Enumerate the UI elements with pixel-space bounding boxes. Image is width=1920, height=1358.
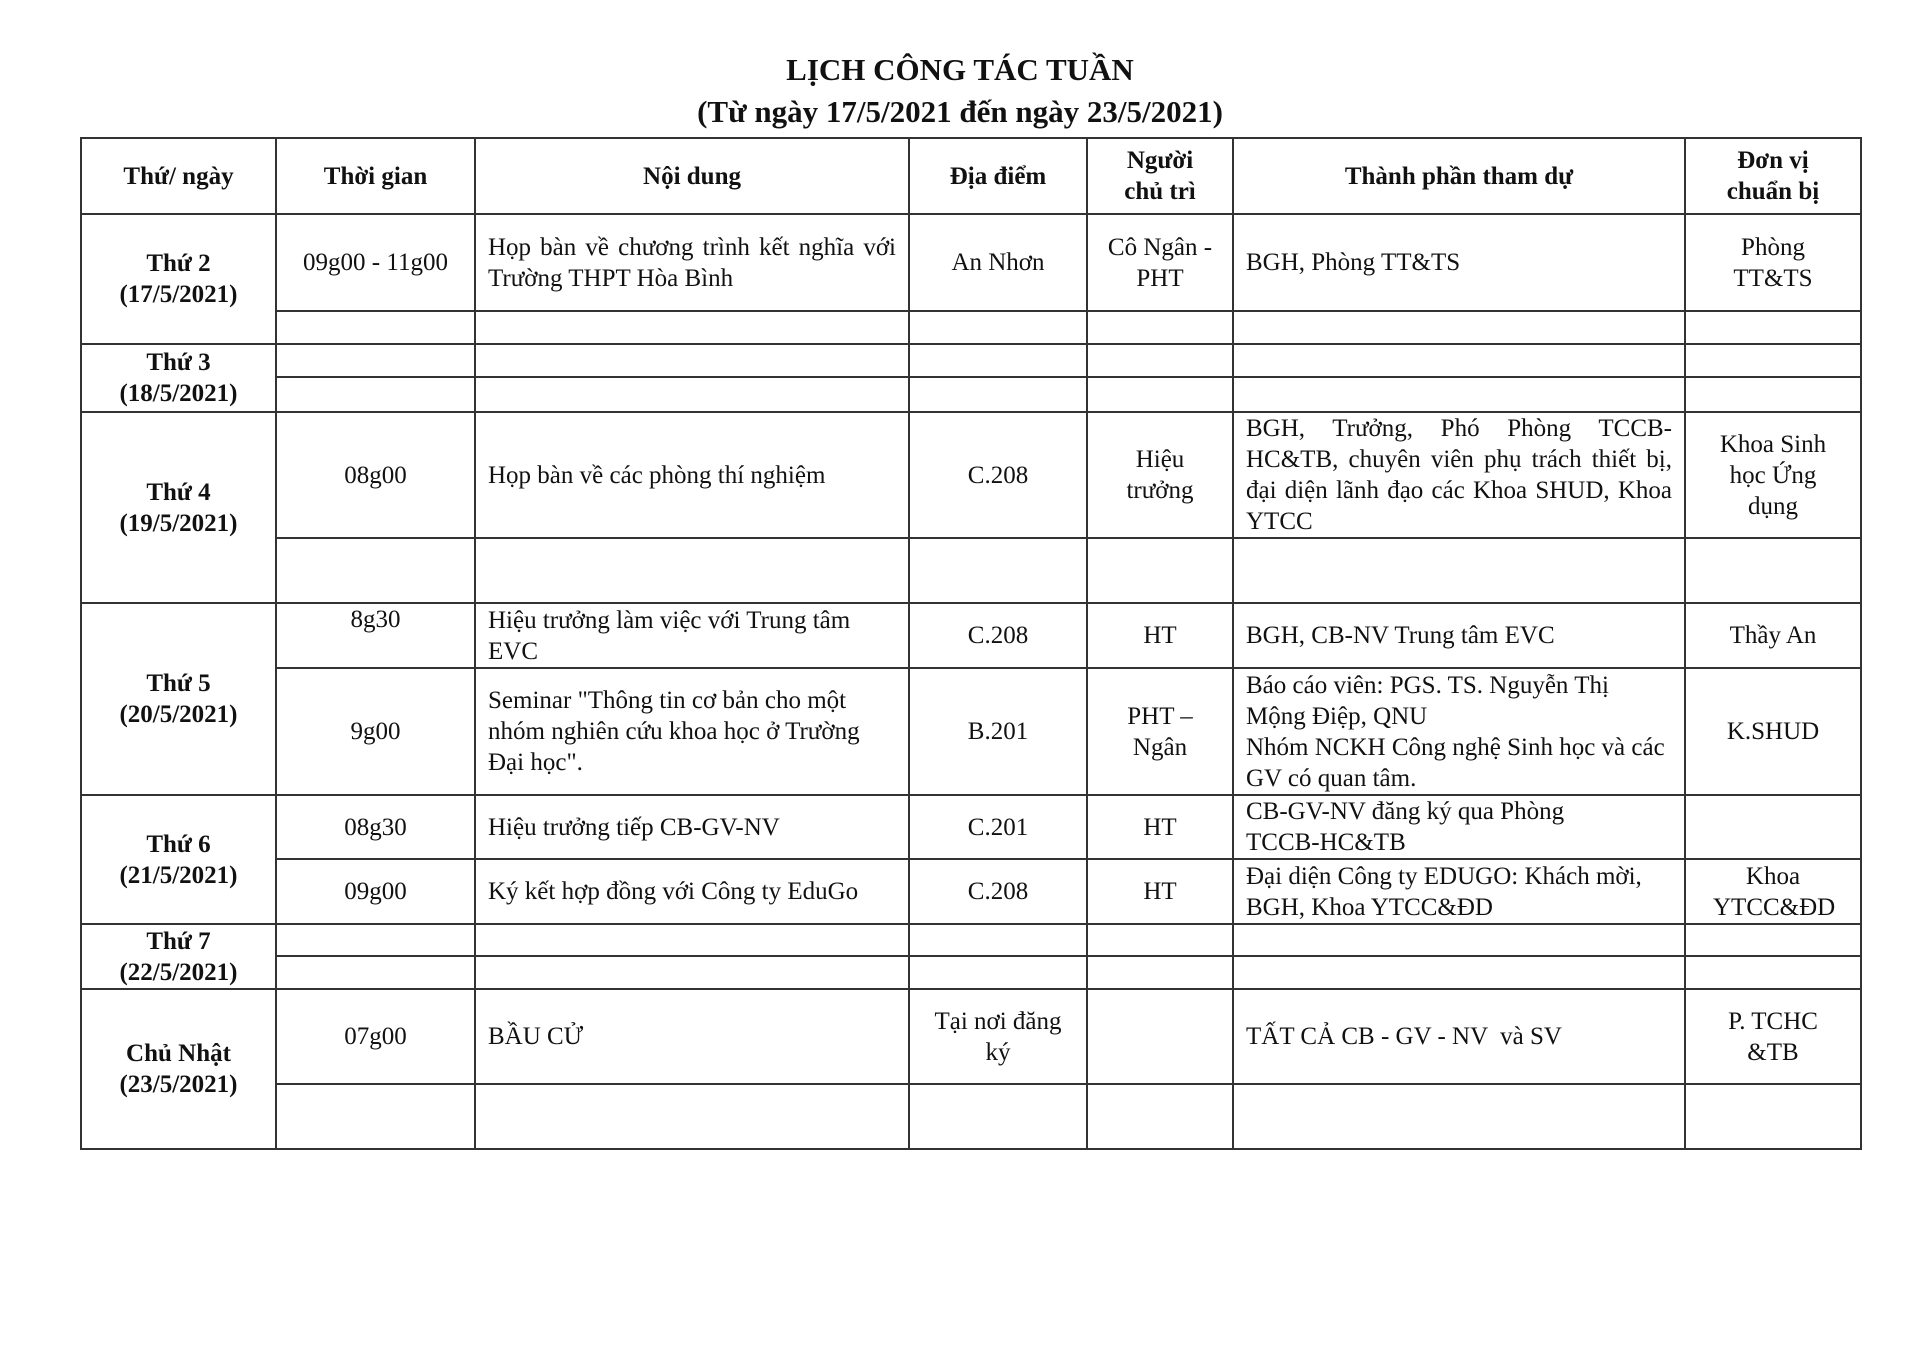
- prep-unit-cell: [1685, 924, 1861, 956]
- location-cell: [909, 344, 1087, 377]
- table-row: [81, 538, 1861, 603]
- chair-cell: [1087, 311, 1233, 344]
- location-cell: An Nhơn: [909, 214, 1087, 311]
- content-cell: [475, 344, 909, 377]
- prep-unit-cell: Khoa YTCC&ĐD: [1685, 859, 1861, 924]
- time-cell: 09g00 - 11g00: [276, 214, 475, 311]
- table-row: [81, 311, 1861, 344]
- prep-unit-cell: Khoa Sinh học Ứng dụng: [1685, 412, 1861, 538]
- time-cell: 09g00: [276, 859, 475, 924]
- participants-cell: CB-GV-NV đăng ký qua Phòng TCCB-HC&TB: [1233, 795, 1685, 859]
- header-prep-unit: Đơn vị chuẩn bị: [1685, 138, 1861, 214]
- participants-cell: BGH, CB-NV Trung tâm EVC: [1233, 603, 1685, 668]
- time-cell: 08g00: [276, 412, 475, 538]
- header-chair: Người chủ trì: [1087, 138, 1233, 214]
- participants-cell: Báo cáo viên: PGS. TS. Nguyễn Thị Mộng Điệp, QNU Nhóm NCKH Công nghệ Sinh học và các GV có quan tâm.: [1233, 668, 1685, 795]
- chair-cell: [1087, 344, 1233, 377]
- content-cell: [475, 1084, 909, 1149]
- day-cell-fri: Thứ 6 (21/5/2021): [81, 795, 276, 924]
- table-row: [81, 668, 1861, 795]
- table-row: [81, 603, 1861, 668]
- participants-cell: [1233, 377, 1685, 412]
- participants-cell: [1233, 538, 1685, 603]
- time-cell: 08g30: [276, 795, 475, 859]
- content-cell: [475, 956, 909, 989]
- location-cell: [909, 538, 1087, 603]
- prep-unit-cell: [1685, 311, 1861, 344]
- document-subtitle: (Từ ngày 17/5/2021 đến ngày 23/5/2021): [697, 94, 1223, 129]
- content-cell: Hiệu trưởng làm việc với Trung tâm EVC: [475, 603, 909, 668]
- location-cell: C.208: [909, 603, 1087, 668]
- location-cell: C.201: [909, 795, 1087, 859]
- content-cell: Seminar "Thông tin cơ bản cho một nhóm nghiên cứu khoa học ở Trường Đại học".: [475, 668, 909, 795]
- participants-cell: [1233, 311, 1685, 344]
- day-cell-sat: Thứ 7 (22/5/2021): [81, 924, 276, 989]
- chair-cell: [1087, 956, 1233, 989]
- prep-unit-cell: [1685, 795, 1861, 859]
- day-cell-sun: Chủ Nhật (23/5/2021): [81, 989, 276, 1149]
- content-cell: Hiệu trưởng tiếp CB-GV-NV: [475, 795, 909, 859]
- participants-cell: Đại diện Công ty EDUGO: Khách mời, BGH, Khoa YTCC&ĐD: [1233, 859, 1685, 924]
- time-cell: 9g00: [276, 668, 475, 795]
- content-cell: [475, 538, 909, 603]
- location-cell: C.208: [909, 412, 1087, 538]
- table-row: [81, 214, 1861, 311]
- day-cell-mon: Thứ 2 (17/5/2021): [81, 214, 276, 344]
- location-cell: [909, 1084, 1087, 1149]
- content-cell: Họp bàn về chương trình kết nghĩa với Trường THPT Hòa Bình: [475, 214, 909, 311]
- participants-cell: [1233, 344, 1685, 377]
- time-cell: [276, 956, 475, 989]
- chair-cell: PHT – Ngân: [1087, 668, 1233, 795]
- header-content: Nội dung: [475, 138, 909, 214]
- day-cell-tue: Thứ 3 (18/5/2021): [81, 344, 276, 412]
- chair-cell: [1087, 924, 1233, 956]
- table-row: [81, 795, 1861, 859]
- location-cell: Tại nơi đăng ký: [909, 989, 1087, 1084]
- chair-cell: [1087, 377, 1233, 412]
- header-day: Thứ/ ngày: [81, 138, 276, 214]
- location-cell: [909, 956, 1087, 989]
- content-cell: Ký kết hợp đồng với Công ty EduGo: [475, 859, 909, 924]
- time-cell: [276, 311, 475, 344]
- chair-cell: HT: [1087, 859, 1233, 924]
- header-participants: Thành phần tham dự: [1233, 138, 1685, 214]
- chair-cell: [1087, 989, 1233, 1084]
- prep-unit-cell: [1685, 344, 1861, 377]
- table-row: [81, 989, 1861, 1084]
- time-cell: 07g00: [276, 989, 475, 1084]
- day-cell-wed: Thứ 4 (19/5/2021): [81, 412, 276, 603]
- time-cell: 8g30: [276, 603, 475, 668]
- participants-cell: BGH, Phòng TT&TS: [1233, 214, 1685, 311]
- location-cell: [909, 311, 1087, 344]
- chair-cell: HT: [1087, 795, 1233, 859]
- prep-unit-cell: [1685, 377, 1861, 412]
- prep-unit-cell: P. TCHC &TB: [1685, 989, 1861, 1084]
- content-cell: BẦU CỬ: [475, 989, 909, 1084]
- table-row: [81, 956, 1861, 989]
- table-row: [81, 924, 1861, 956]
- prep-unit-cell: [1685, 956, 1861, 989]
- location-cell: [909, 377, 1087, 412]
- participants-cell: TẤT CẢ CB - GV - NV và SV: [1233, 989, 1685, 1084]
- content-cell: [475, 377, 909, 412]
- participants-cell: BGH, Trưởng, Phó Phòng TCCB-HC&TB, chuyên viên phụ trách thiết bị, đại diện lãnh đạo các Khoa SHUD, Khoa YTCC: [1233, 412, 1685, 538]
- table-row: [81, 859, 1861, 924]
- header-location: Địa điểm: [909, 138, 1087, 214]
- location-cell: B.201: [909, 668, 1087, 795]
- participants-cell: [1233, 924, 1685, 956]
- prep-unit-cell: [1685, 538, 1861, 603]
- content-cell: [475, 924, 909, 956]
- time-cell: [276, 344, 475, 377]
- time-cell: [276, 538, 475, 603]
- location-cell: C.208: [909, 859, 1087, 924]
- prep-unit-cell: [1685, 1084, 1861, 1149]
- chair-cell: Cô Ngân - PHT: [1087, 214, 1233, 311]
- chair-cell: HT: [1087, 603, 1233, 668]
- table-row: [81, 412, 1861, 538]
- weekly-schedule-table: [80, 137, 1862, 1150]
- header-time: Thời gian: [276, 138, 475, 214]
- document-title: LỊCH CÔNG TÁC TUẦN: [786, 52, 1134, 87]
- header-row: [81, 138, 1861, 214]
- prep-unit-cell: K.SHUD: [1685, 668, 1861, 795]
- prep-unit-cell: Phòng TT&TS: [1685, 214, 1861, 311]
- table-row: [81, 1084, 1861, 1149]
- participants-cell: [1233, 1084, 1685, 1149]
- prep-unit-cell: Thầy An: [1685, 603, 1861, 668]
- content-cell: Họp bàn về các phòng thí nghiệm: [475, 412, 909, 538]
- chair-cell: Hiệu trưởng: [1087, 412, 1233, 538]
- time-cell: [276, 1084, 475, 1149]
- day-cell-thu: Thứ 5 (20/5/2021): [81, 603, 276, 795]
- chair-cell: [1087, 1084, 1233, 1149]
- time-cell: [276, 377, 475, 412]
- content-cell: [475, 311, 909, 344]
- participants-cell: [1233, 956, 1685, 989]
- location-cell: [909, 924, 1087, 956]
- time-cell: [276, 924, 475, 956]
- table-row: [81, 377, 1861, 412]
- chair-cell: [1087, 538, 1233, 603]
- table-row: [81, 344, 1861, 377]
